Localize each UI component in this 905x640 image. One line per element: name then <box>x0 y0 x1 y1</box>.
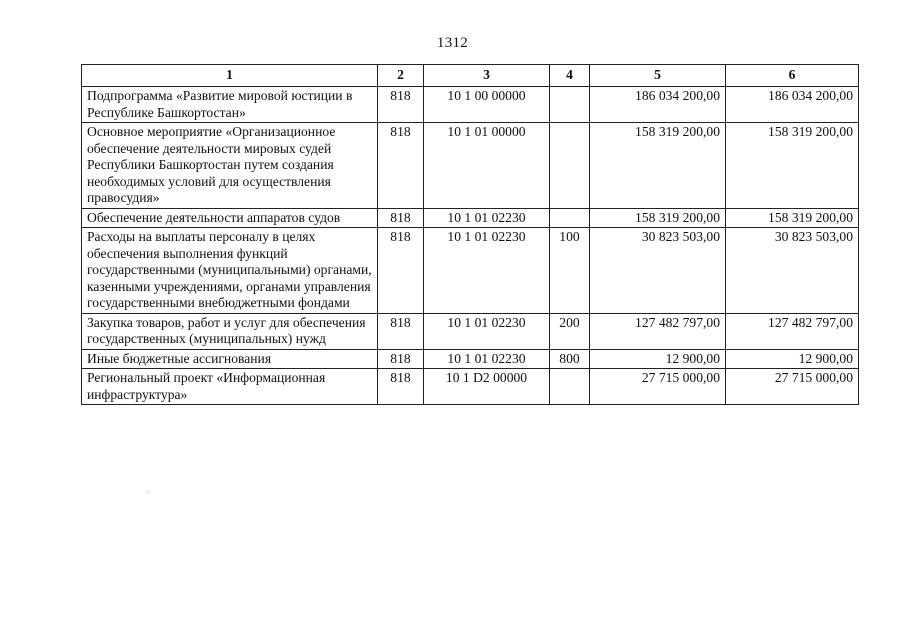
row-sum2-cell: 127 482 797,00 <box>726 313 859 349</box>
column-header-sum1: 5 <box>590 65 726 87</box>
table-header-row <box>82 65 859 87</box>
table-row <box>82 313 859 349</box>
row-name-cell: Закупка товаров, работ и услуг для обеспечения государственных (муниципальных) нужд <box>82 313 378 349</box>
budget-table <box>81 64 859 405</box>
page-number: 1312 <box>436 35 469 51</box>
row-code-cell: 10 1 00 00000 <box>424 87 550 123</box>
row-code-cell: 10 1 01 00000 <box>424 123 550 209</box>
column-header-admin: 2 <box>378 65 424 87</box>
table-row <box>82 87 859 123</box>
row-sum2-cell: 30 823 503,00 <box>726 228 859 314</box>
row-type-cell: 100 <box>550 228 590 314</box>
table-row <box>82 349 859 369</box>
row-name-cell: Региональный проект «Информационная инфраструктура» <box>82 369 378 405</box>
row-type-cell <box>550 208 590 228</box>
column-header-type: 4 <box>550 65 590 87</box>
row-type-cell <box>550 87 590 123</box>
column-header-sum2: 6 <box>726 65 859 87</box>
row-sum2-cell: 12 900,00 <box>726 349 859 369</box>
row-sum2-cell: 27 715 000,00 <box>726 369 859 405</box>
row-type-cell <box>550 369 590 405</box>
row-admin-cell: 818 <box>378 369 424 405</box>
row-sum1-cell: 158 319 200,00 <box>590 208 726 228</box>
table-row <box>82 228 859 314</box>
row-sum1-cell: 27 715 000,00 <box>590 369 726 405</box>
row-type-cell: 800 <box>550 349 590 369</box>
row-code-cell: 10 1 01 02230 <box>424 208 550 228</box>
row-code-cell: 10 1 01 02230 <box>424 349 550 369</box>
row-sum2-cell: 158 319 200,00 <box>726 123 859 209</box>
row-name-cell: Основное мероприятие «Организационное обеспечение деятельности мировых судей Республики Башкортостан путем создания необходимых условий для осуществления правосудия» <box>82 123 378 209</box>
row-name-cell: Подпрограмма «Развитие мировой юстиции в Республике Башкортостан» <box>82 87 378 123</box>
row-sum1-cell: 30 823 503,00 <box>590 228 726 314</box>
row-sum1-cell: 12 900,00 <box>590 349 726 369</box>
row-type-cell: 200 <box>550 313 590 349</box>
row-code-cell: 10 1 01 02230 <box>424 228 550 314</box>
table-row <box>82 208 859 228</box>
row-sum2-cell: 158 319 200,00 <box>726 208 859 228</box>
row-sum1-cell: 186 034 200,00 <box>590 87 726 123</box>
row-code-cell: 10 1 D2 00000 <box>424 369 550 405</box>
row-admin-cell: 818 <box>378 123 424 209</box>
row-name-cell: Обеспечение деятельности аппаратов судов <box>82 208 378 228</box>
column-header-code: 3 <box>424 65 550 87</box>
table-row <box>82 369 859 405</box>
row-admin-cell: 818 <box>378 228 424 314</box>
row-admin-cell: 818 <box>378 87 424 123</box>
row-sum2-cell: 186 034 200,00 <box>726 87 859 123</box>
table-row <box>82 123 859 209</box>
row-admin-cell: 818 <box>378 313 424 349</box>
scan-speck <box>148 492 149 493</box>
row-sum1-cell: 127 482 797,00 <box>590 313 726 349</box>
row-type-cell <box>550 123 590 209</box>
row-admin-cell: 818 <box>378 349 424 369</box>
row-name-cell: Расходы на выплаты персоналу в целях обеспечения выполнения функций государственными (муниципальными) органами, казенными учреждениями, органами управления государственными внебюджетными фондами <box>82 228 378 314</box>
column-header-name: 1 <box>82 65 378 87</box>
row-code-cell: 10 1 01 02230 <box>424 313 550 349</box>
row-sum1-cell: 158 319 200,00 <box>590 123 726 209</box>
row-admin-cell: 818 <box>378 208 424 228</box>
row-name-cell: Иные бюджетные ассигнования <box>82 349 378 369</box>
